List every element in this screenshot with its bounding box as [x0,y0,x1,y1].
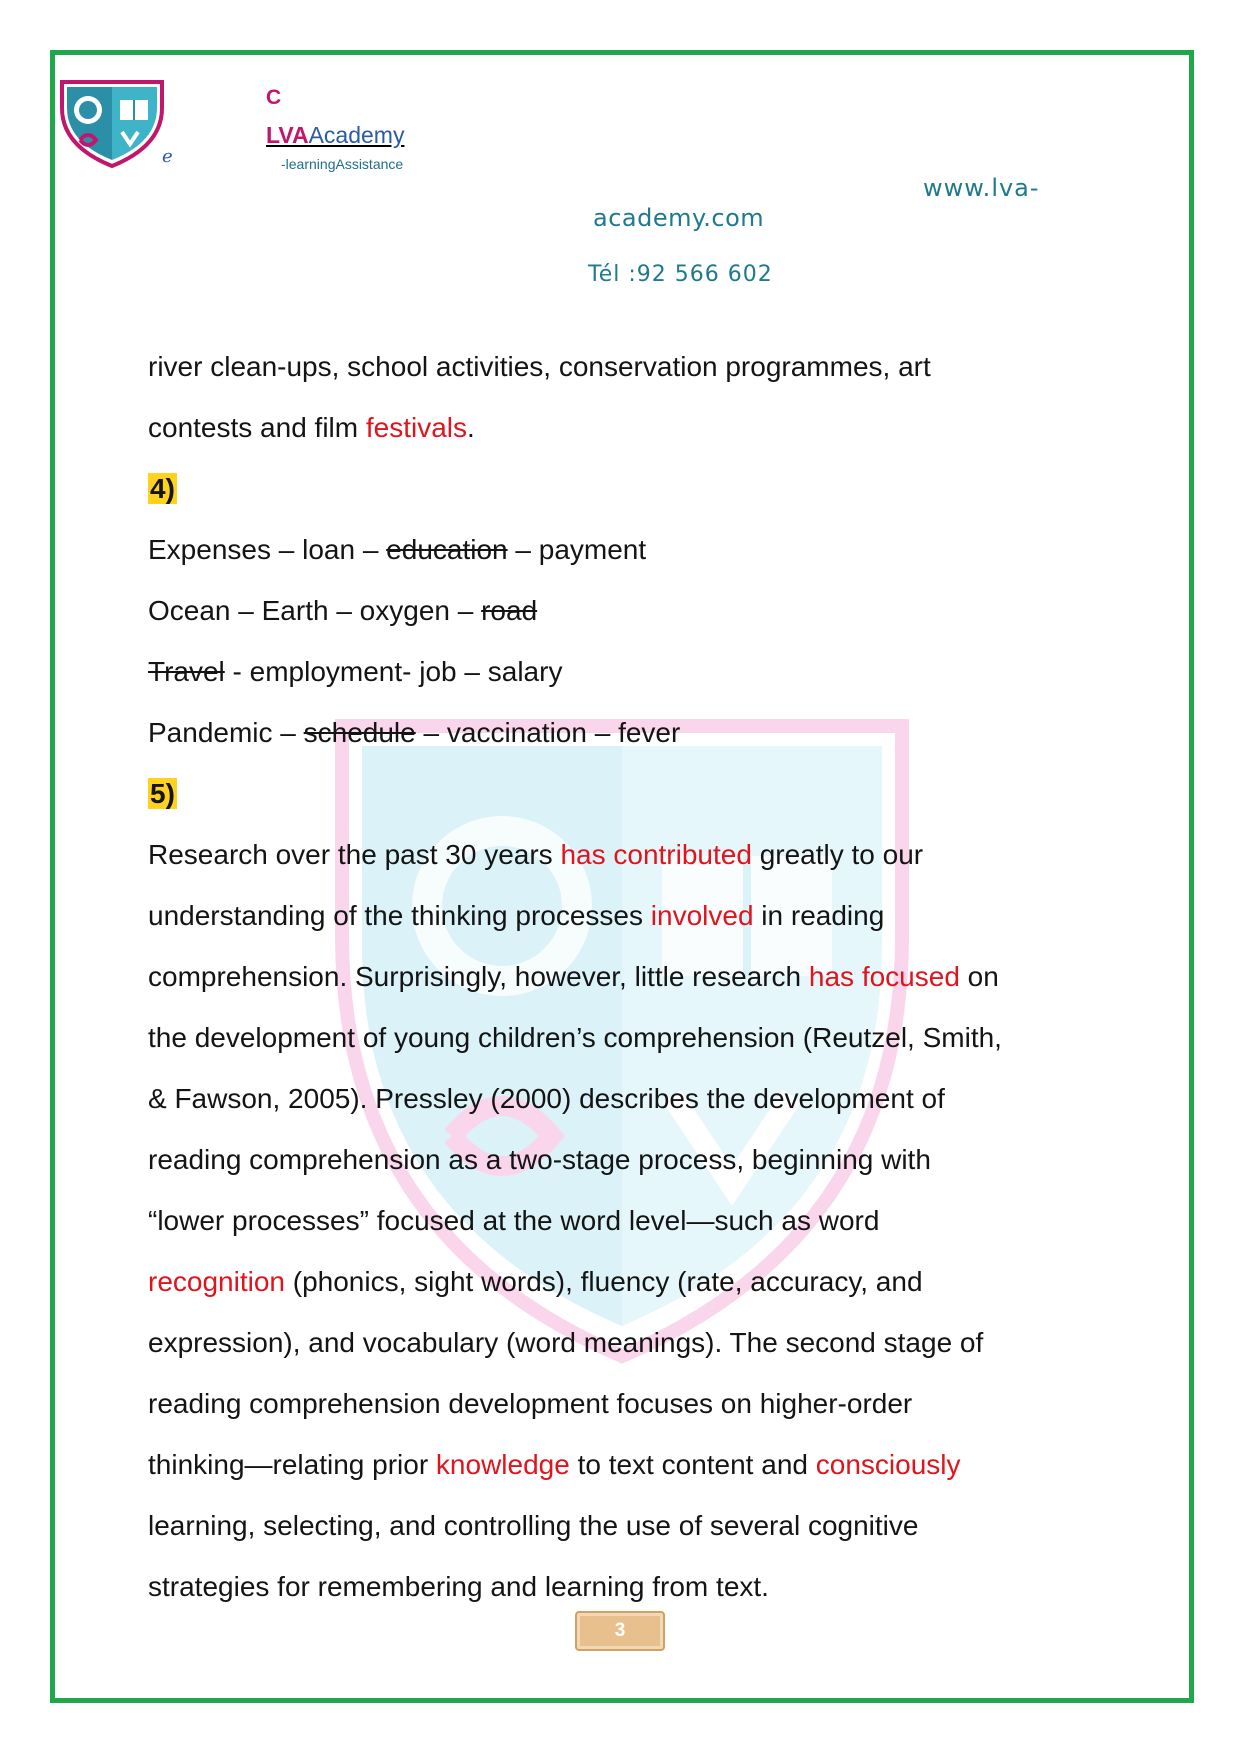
odd-one-out-row [148,702,1108,763]
text-span: to text content and [569,1449,816,1480]
text-span: – vaccination – fever [415,717,681,748]
answer-word: festivals [365,412,468,443]
text-span: . [467,412,475,443]
website-url-line1[interactable]: www.lva- [923,174,1040,202]
text-line: river clean-ups, school activities, conservation programmes, art [148,351,931,382]
answer-word: involved [650,900,754,931]
brand-academy: Academy [308,122,405,148]
paragraph-line [148,824,1108,885]
academy-logo-icon [58,78,166,168]
odd-one-out-row [148,641,1108,702]
section-label: 4) [150,473,175,504]
section-5-heading [148,763,1108,824]
paragraph-line: “lower processes” focused at the word level—such as word [148,1205,880,1236]
text-line [148,397,1108,458]
page-number-badge: 3 [575,1611,665,1651]
paragraph-line: the development of young children’s comprehension (Reutzel, Smith, [148,1022,1002,1053]
brand-lva: LVA [266,122,309,148]
answer-word: knowledge [435,1449,570,1480]
paragraph-line [148,885,1108,946]
answer-word: consciously [815,1449,961,1480]
brand-initial: C [266,86,282,109]
struck-word: Travel [148,656,225,687]
answer-word: has contributed [560,839,752,870]
text-span: in reading [753,900,885,931]
text-span: Pandemic – [148,717,304,748]
section-4-heading [148,458,1108,519]
text-span: comprehension. Surprisingly, however, little research [148,961,809,992]
paragraph-line [148,1434,1108,1495]
text-span: thinking—relating prior [148,1449,436,1480]
text-span: on [959,961,999,992]
text-span: (phonics, sight words), fluency (rate, accuracy, and [284,1266,923,1297]
section-label: 5) [150,778,175,809]
paragraph-line [148,946,1108,1007]
document-body [148,336,1108,1617]
paragraph-line [148,1251,1108,1312]
phone-number: Tél :92 566 602 [588,262,773,287]
text-span: understanding of the thinking processes [148,900,651,931]
paragraph-line: learning, selecting, and controlling the use of several cognitive [148,1510,919,1541]
paragraph-line: expression), and vocabulary (word meanings). The second stage of [148,1327,984,1358]
struck-word: road [481,595,538,626]
text-span: Research over the past 30 years [148,839,561,870]
brand-tagline: -learningAssistance [281,156,404,172]
answer-word: has focused [808,961,960,992]
text-span: – payment [507,534,647,565]
odd-one-out-row [148,519,1108,580]
text-span: contests and film [148,412,366,443]
brand-name [266,122,404,149]
text-span: Ocean – Earth – oxygen – [148,595,482,626]
text-span: - employment- job – salary [224,656,563,687]
paragraph-line: strategies for remembering and learning from text. [148,1571,769,1602]
struck-word: schedule [303,717,416,748]
paragraph-line: reading comprehension development focuses on higher-order [148,1388,913,1419]
text-span: Expenses – loan – [148,534,387,565]
odd-one-out-row [148,580,1108,641]
text-span: greatly to our [751,839,924,870]
paragraph-line: reading comprehension as a two-stage process, beginning with [148,1144,931,1175]
answer-word: recognition [148,1266,285,1297]
struck-word: education [386,534,508,565]
logo-mark-letter: e [162,146,173,167]
website-url-line2[interactable]: academy.com [593,204,765,232]
paragraph-line: & Fawson, 2005). Pressley (2000) describes the development of [148,1083,945,1114]
